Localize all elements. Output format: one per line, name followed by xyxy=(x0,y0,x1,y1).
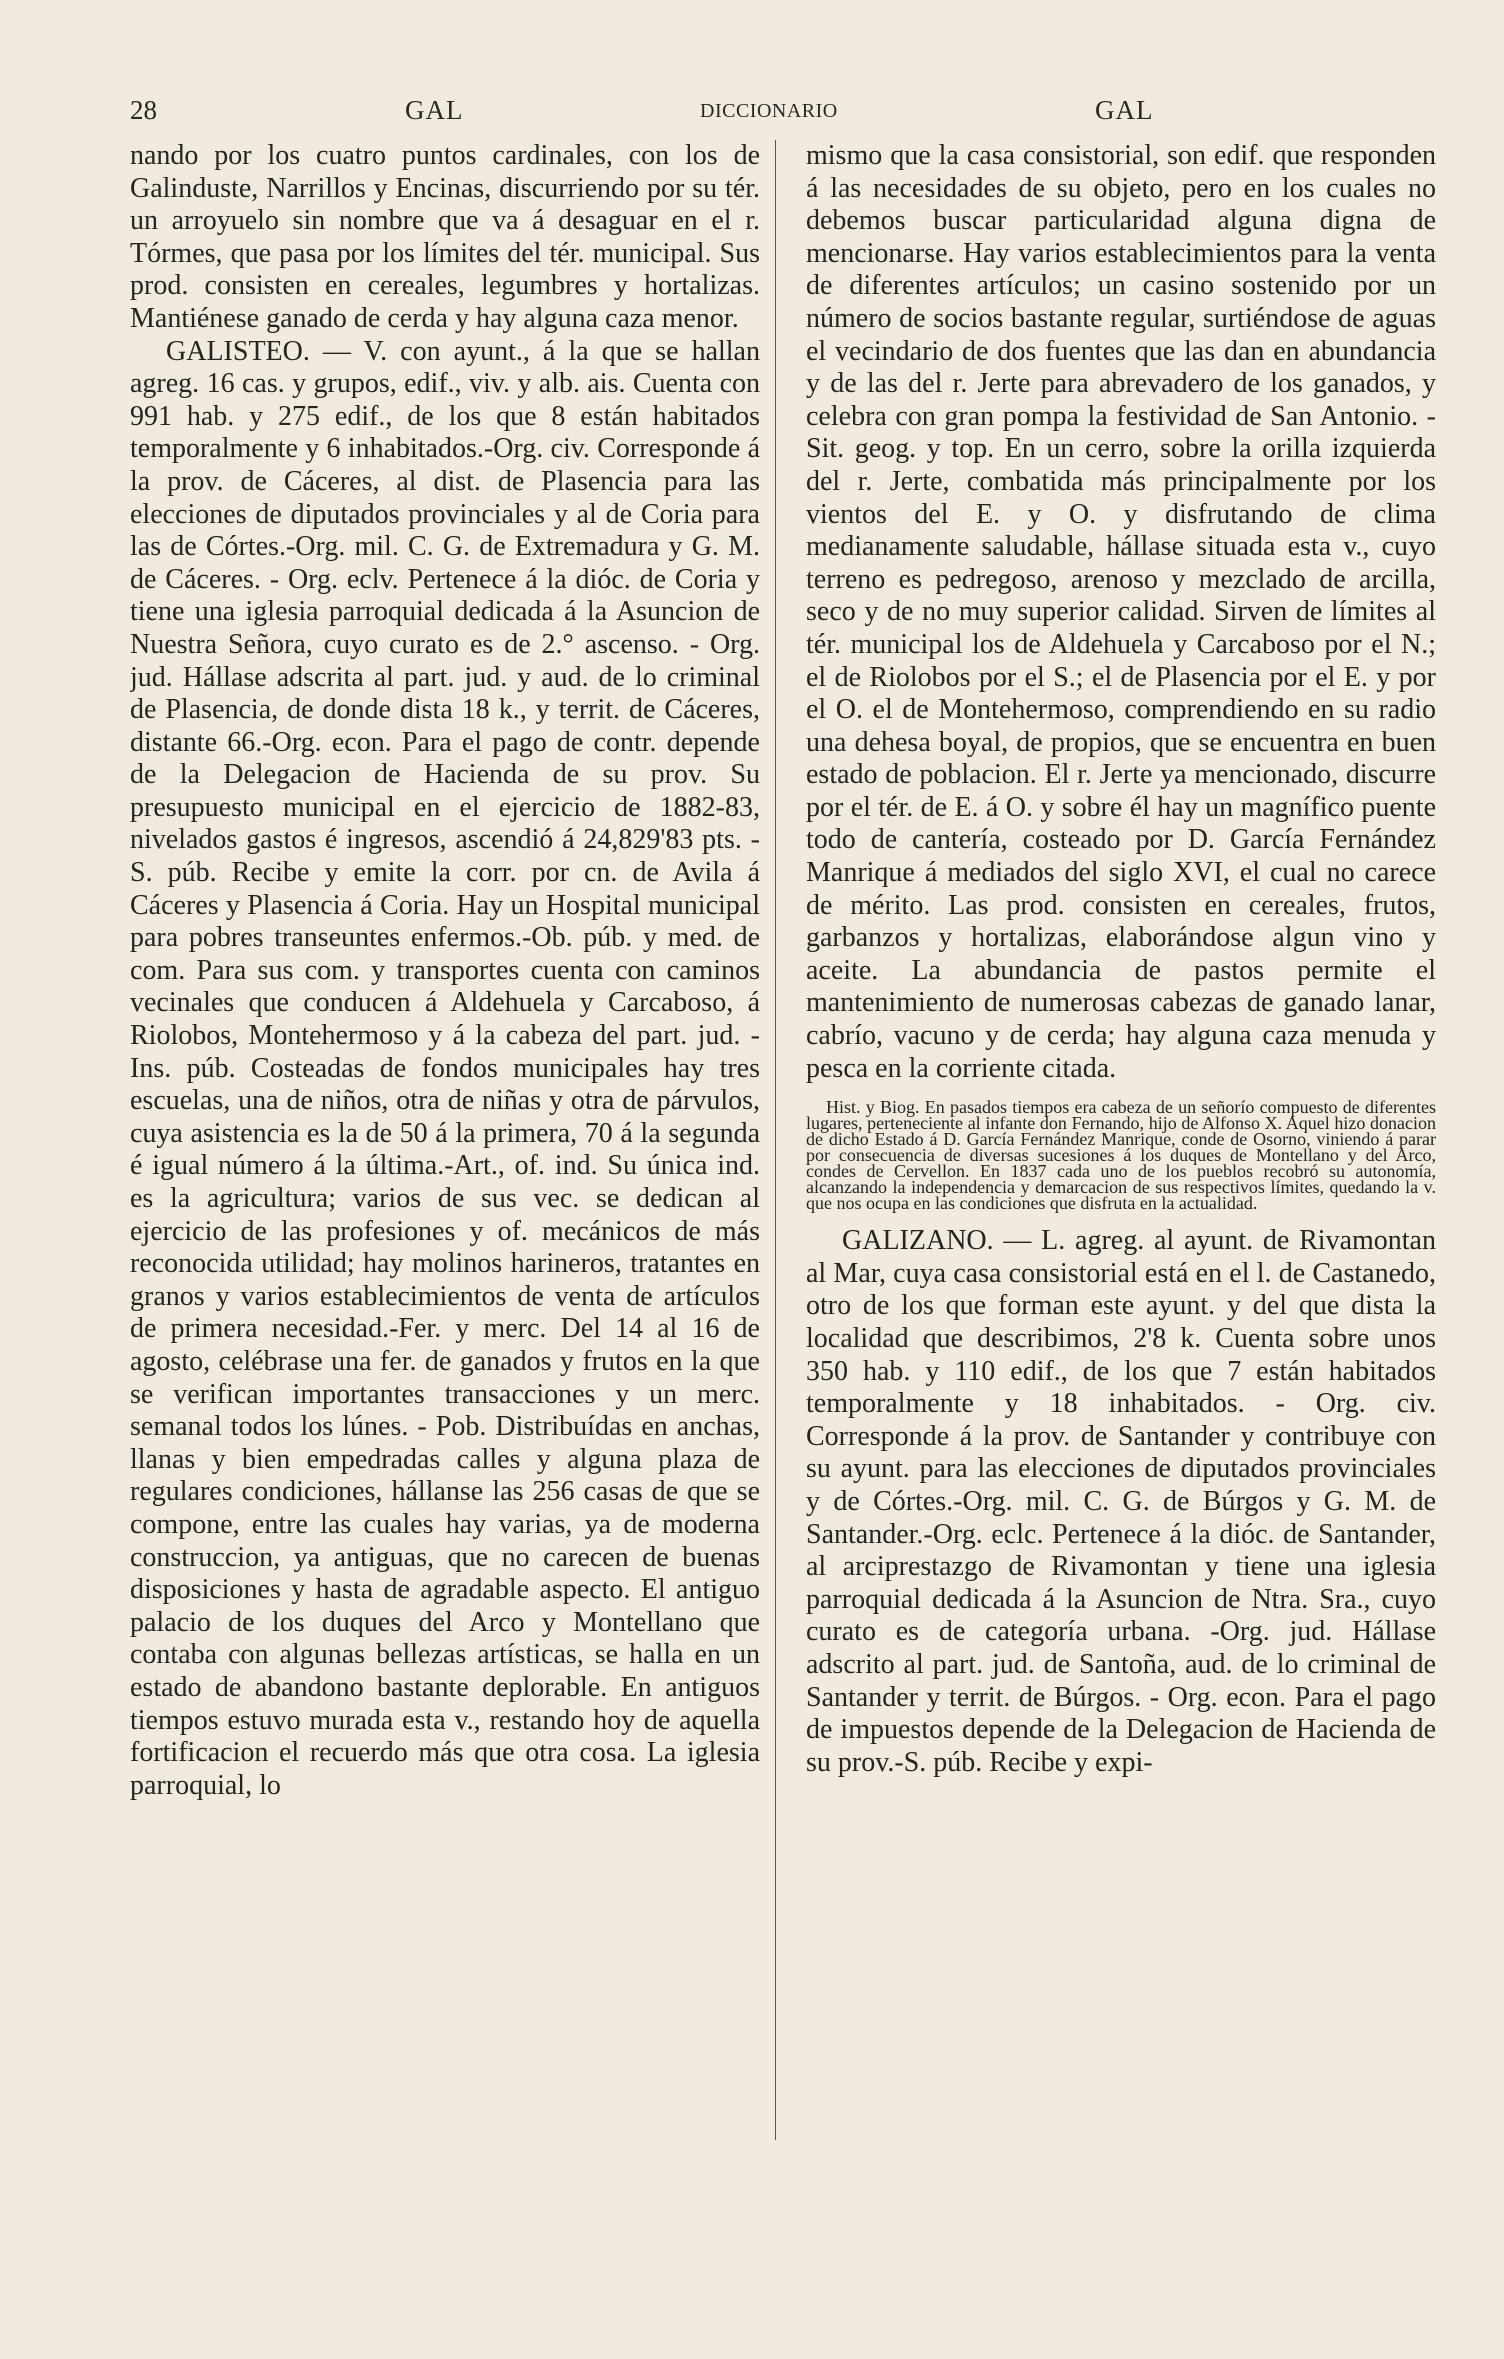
left-column xyxy=(130,140,760,2300)
paragraph-continuation: nando por los cuatro puntos cardinales, con los de Galinduste, Narrillos y Encinas, discurriendo por su tér. un arroyuelo sin nombre que va á desaguar en el r. Tórmes, que pasa por los límites del tér. municipal. Sus prod. consisten en cereales, legumbres y hortalizas. Mantiénese ganado de cerda y hay alguna caza menor. xyxy=(130,140,760,334)
entry-galizano: GALIZANO. — L. agreg. al ayunt. de Rivamontan al Mar, cuya casa consistorial está en el l. de Castanedo, otro de los que forman este ayunt. y del que dista la localidad que describimos, 2'8 k. Cuenta sobre unos 350 hab. y 110 edif., de los que 7 están habitados temporalmente y 18 inhabitados. - Org. civ. Corresponde á la prov. de Santander y contribuye con su ayunt. para las elecciones de diputados provinciales y de Córtes.-Org. mil. C. G. de Búrgos y G. M. de Santander.-Org. eclc. Pertenece á la dióc. de Santander, al arciprestazgo de Rivamontan y tiene una iglesia parroquial dedicada á la Asuncion de Ntra. Sra., cuyo curato es de categoría urbana. -Org. jud. Hállase adscrito al part. jud. de Santoña, aud. de lo criminal de Santander y territ. de Búrgos. - Org. econ. Para el pago de impuestos depende de la Delegacion de Hacienda de su prov.-S. púb. Recibe y expi- xyxy=(806,1225,1436,1778)
running-header xyxy=(130,95,1445,135)
header-title: DICCIONARIO xyxy=(700,100,838,122)
column-divider xyxy=(775,140,776,2140)
header-right-word: GAL xyxy=(1095,95,1154,125)
page-number: 28 xyxy=(130,95,157,125)
paragraph-continuation-right: mismo que la casa consistorial, son edif. que responden á las necesidades de su objeto, pero en los cuales no debemos buscar particularidad alguna digna de mencionarse. Hay varios establecimientos para la venta de diferentes artículos; un casino sostenido por un número de socios bastante regular, surtiéndose de aguas el vecindario de dos fuentes que las dan en abundancia y de las del r. Jerte para abrevadero de los ganados, y celebra con gran pompa la festividad de San Antonio. - Sit. geog. y top. En un cerro, sobre la orilla izquierda del r. Jerte, combatida más principalmente por los vientos del E. y O. y disfrutando de clima medianamente saludable, hállase situada esta v., cuyo terreno es pedregoso, arenoso y mezclado de arcilla, seco y de no muy superior calidad. Sirven de límites al tér. municipal los de Aldehuela y Carcaboso por el N.; el de Riolobos por el S.; el de Plasencia por el E. y por el O. el de Montehermoso, comprendiendo en su radio una dehesa boyal, de propios, que se encuentra en buen estado de poblacion. El r. Jerte ya mencionado, discurre por el tér. de E. á O. y sobre él hay un magnífico puente todo de cantería, costeado por D. García Fernández Manrique á mediados del siglo XVI, el cual no carece de mérito. Las prod. consisten en cereales, frutos, garbanzos y hortalizas, elaborándose algun vino y aceite. La abundancia de pastos permite el mantenimiento de numerosas cabezas de ganado lanar, cabrío, vacuno y de cerda; hay alguna caza menuda y pesca en la corriente citada. xyxy=(806,140,1436,1084)
history-note: Hist. y Biog. En pasados tiempos era cabeza de un señorío compuesto de diferentes lugares, perteneciente al infante don Fernando, hijo de Alfonso X. Aquel hizo donacion de dicho Estado á D. García Fernández Manrique, conde de Osorno, viniendo á parar por consecuencia de diversas sucesiones á los duques de Montellano y del Arco, condes de Cervellon. En 1837 cada uno de los pueblos recobró su autonomía, alcanzando la independencia y demarcacion de sus respectivos límites, quedando la v. que nos ocupa en las condiciones que disfruta en la actualidad. xyxy=(806,1097,1436,1214)
right-column xyxy=(806,140,1436,2300)
entry-galisteo: GALISTEO. — V. con ayunt., á la que se hallan agreg. 16 cas. y grupos, edif., viv. y alb. ais. Cuenta con 991 hab. y 275 edif., de los que 8 están habitados temporalmente y 6 inhabitados.-Org. civ. Corresponde á la prov. de Cáceres, al dist. de Plasencia para las elecciones de diputados provinciales y al de Coria para las de Córtes.-Org. mil. C. G. de Extremadura y G. M. de Cáceres. - Org. eclv. Pertenece á la dióc. de Coria y tiene una iglesia parroquial dedicada á la Asuncion de Nuestra Señora, cuyo curato es de 2.° ascenso. - Org. jud. Hállase adscrita al part. jud. y aud. de lo criminal de Plasencia, de donde dista 18 k., y territ. de Cáceres, distante 66.-Org. econ. Para el pago de contr. depende de la Delegacion de Hacienda de su prov. Su presupuesto municipal en el ejercicio de 1882-83, nivelados gastos é ingresos, ascendió á 24,829'83 pts. - S. púb. Recibe y emite la corr. por cn. de Avila á Cáceres y Plasencia á Coria. Hay un Hospital municipal para pobres transeuntes enfermos.-Ob. púb. y med. de com. Para sus com. y transportes cuenta con caminos vecinales que conducen á Aldehuela y Carcaboso, á Riolobos, Montehermoso y á la cabeza del part. jud. - Ins. púb. Costeadas de fondos municipales hay tres escuelas, una de niños, otra de niñas y otra de párvulos, cuya asistencia es la de 50 á la primera, 70 á la segunda é igual número á la última.-Art., of. ind. Su única ind. es la agricultura; varios de sus vec. se dedican al ejercicio de las profesiones y of. mecánicos de más reconocida utilidad; hay molinos harineros, tratantes en granos y varios establecimientos de venta de artículos de primera necesidad.-Fer. y merc. Del 14 al 16 de agosto, celébrase una fer. de ganados y frutos en la que se verifican importantes transacciones y un merc. semanal todos los lúnes. - Pob. Distribuídas en anchas, llanas y bien empedradas calles y alguna plaza de regulares condiciones, hállanse las 256 casas de que se compone, entre las cuales hay varias, ya de moderna construccion, ya antiguas, que no carecen de buenas disposiciones y hasta de agradable aspecto. El antiguo palacio de los duques del Arco y Montellano que contaba con algunas bellezas artísticas, se halla en un estado de abandono bastante deplorable. En antiguos tiempos estuvo murada esta v., restando hoy de aquella fortificacion el recuerdo más que otra cosa. La iglesia parroquial, lo xyxy=(130,335,760,1801)
header-left-word: GAL xyxy=(405,95,464,125)
